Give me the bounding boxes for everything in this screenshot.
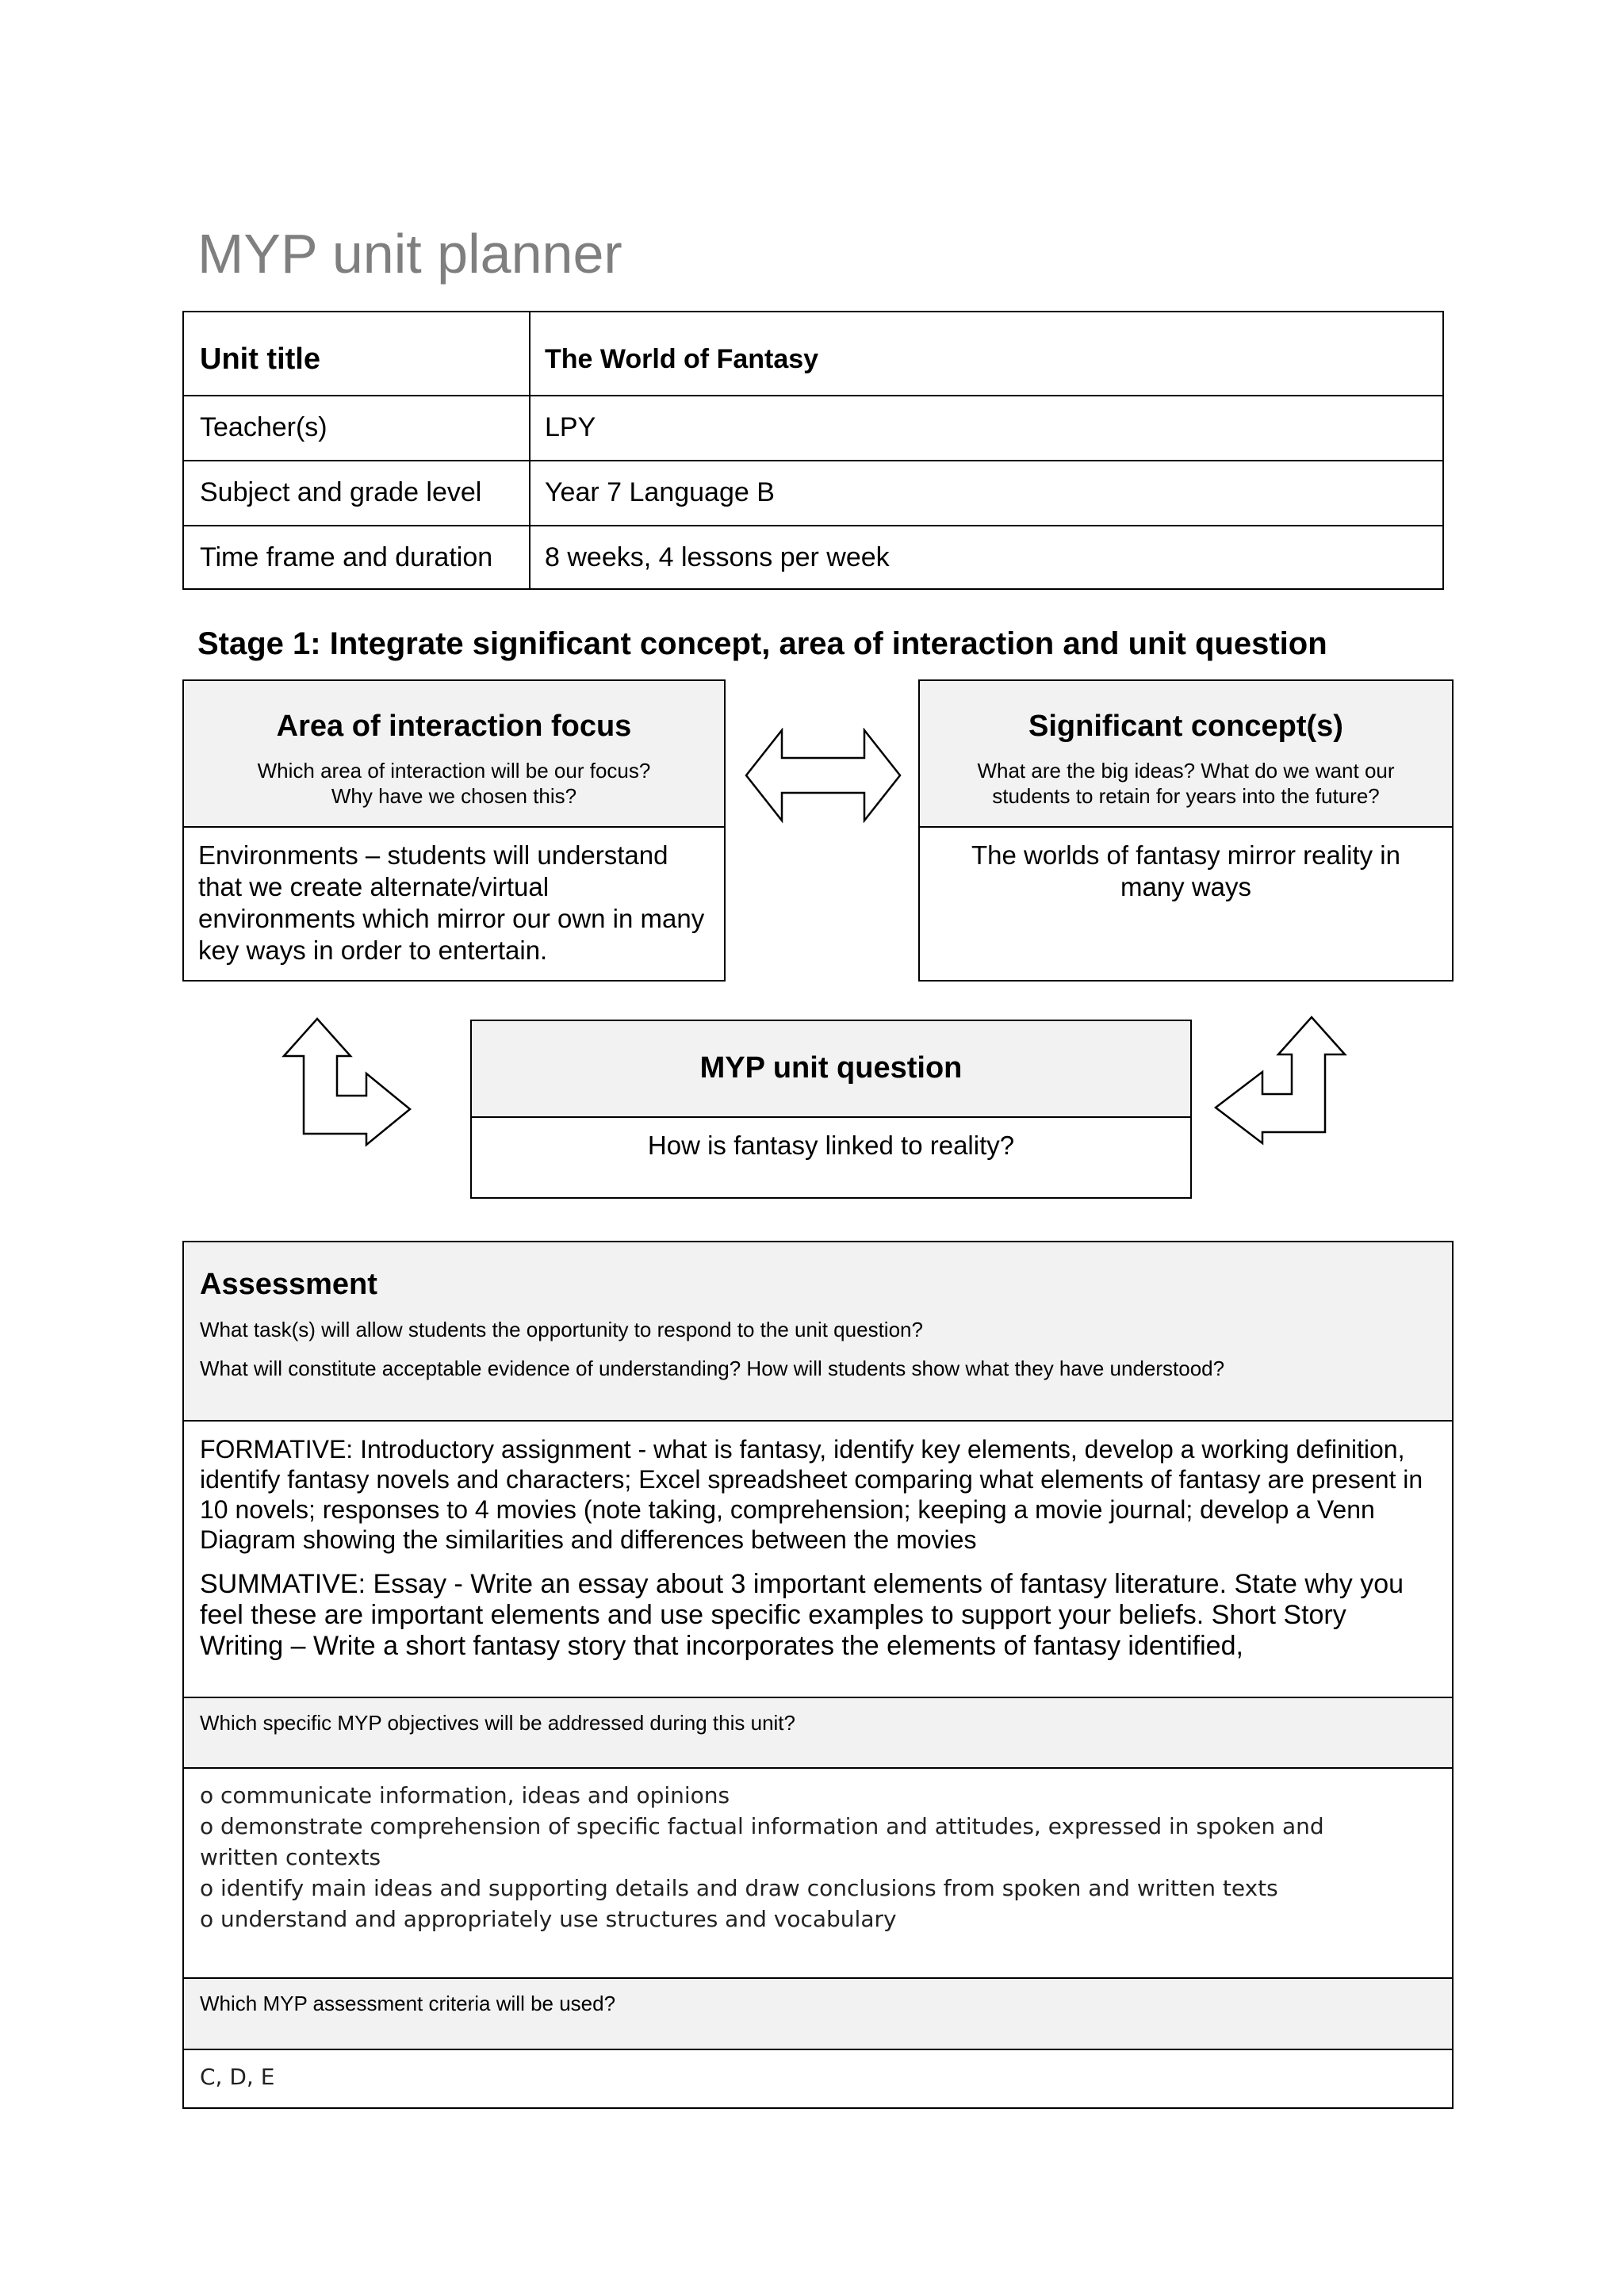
objectives-header bbox=[184, 1698, 1452, 1769]
assessment-prompt: What will constitute acceptable evidence of understanding? How will students show what they have understood? bbox=[200, 1357, 1225, 1380]
assessment-prompt: What task(s) will allow students the opportunity to respond to the unit question? bbox=[200, 1318, 923, 1341]
criteria-header bbox=[184, 1979, 1452, 2050]
table-row bbox=[184, 312, 1442, 396]
unit-title-value: The World of Fantasy bbox=[545, 344, 819, 374]
time-label: Time frame and duration bbox=[200, 542, 493, 572]
double-arrow-icon bbox=[744, 728, 902, 823]
summative-text: SUMMATIVE: Essay - Write an essay about 3 important elements of fantasy literature. State why you feel these are important elements and use specific examples to support your beliefs. Short Story Writing – Write a short fantasy story that incorporates the elements of fantasy identified, bbox=[200, 1569, 1404, 1661]
aoi-box bbox=[182, 679, 726, 982]
criteria-row bbox=[184, 2050, 1452, 2107]
subject-label: Subject and grade level bbox=[200, 477, 482, 507]
criteria-value: C, D, E bbox=[200, 2064, 275, 2090]
concept-prompt: What are the big ideas? What do we want our bbox=[977, 759, 1395, 783]
unit-info-table bbox=[182, 311, 1444, 590]
list-item: o communicate information, ideas and opinions bbox=[200, 1782, 730, 1808]
table-row bbox=[184, 461, 1442, 526]
concept-prompt: students to retain for years into the future? bbox=[992, 784, 1380, 808]
assessment-header bbox=[184, 1242, 1452, 1422]
teacher-label: Teacher(s) bbox=[200, 412, 327, 442]
aoi-prompt: Why have we chosen this? bbox=[331, 784, 577, 808]
aoi-title: Area of interaction focus bbox=[276, 710, 632, 743]
bent-arrow-icon bbox=[282, 1016, 412, 1155]
aoi-answer: Environments – students will understand that we create alternate/virtual environments which mirror our own in many key ways in order to entertain. bbox=[198, 840, 705, 965]
subject-value: Year 7 Language B bbox=[545, 477, 775, 507]
unit-question-answer: How is fantasy linked to reality? bbox=[647, 1131, 1015, 1160]
page-title: MYP unit planner bbox=[197, 223, 622, 285]
unit-question-box bbox=[470, 1020, 1192, 1199]
assessment-table bbox=[182, 1241, 1454, 2109]
list-item: o understand and appropriately use structures and vocabulary bbox=[200, 1906, 897, 1932]
objectives-prompt: Which specific MYP objectives will be addressed during this unit? bbox=[200, 1711, 795, 1735]
concept-answer: The worlds of fantasy mirror reality in many ways bbox=[971, 840, 1400, 901]
teacher-value: LPY bbox=[545, 412, 596, 442]
list-item: written contexts bbox=[200, 1844, 381, 1870]
criteria-prompt: Which MYP assessment criteria will be used? bbox=[200, 1992, 616, 2015]
concept-box bbox=[918, 679, 1454, 982]
table-row bbox=[184, 396, 1442, 461]
concept-header bbox=[920, 681, 1452, 828]
aoi-header bbox=[184, 681, 724, 828]
concept-title: Significant concept(s) bbox=[1028, 710, 1343, 743]
formative-text: FORMATIVE: Introductory assignment - what is fantasy, identify key elements, develop a working definition, identify fantasy novels and characters; Excel spreadsheet comparing what elements of fantasy are present in 10 novels; responses to 4 movies (note taking, comprehension; keeping a movie journal; develop a Venn Diagram showing the similarities and differences between the movies bbox=[200, 1435, 1423, 1554]
stage-heading: Stage 1: Integrate significant concept, area of interaction and unit question bbox=[197, 626, 1327, 661]
list-item: o identify main ideas and supporting details and draw conclusions from spoken and written texts bbox=[200, 1875, 1278, 1901]
objectives-list bbox=[184, 1769, 1452, 1979]
time-value: 8 weeks, 4 lessons per week bbox=[545, 542, 890, 572]
bent-arrow-icon bbox=[1213, 1015, 1348, 1158]
assessment-tasks bbox=[184, 1422, 1452, 1698]
table-row bbox=[184, 526, 1442, 590]
aoi-prompt: Which area of interaction will be our focus? bbox=[257, 759, 651, 783]
unit-title-label: Unit title bbox=[200, 342, 320, 376]
list-item: o demonstrate comprehension of specific factual information and attitudes, expressed in spoken and bbox=[200, 1813, 1324, 1839]
unit-question-header bbox=[472, 1021, 1190, 1118]
unit-question-title: MYP unit question bbox=[699, 1051, 963, 1085]
assessment-title: Assessment bbox=[200, 1268, 377, 1301]
